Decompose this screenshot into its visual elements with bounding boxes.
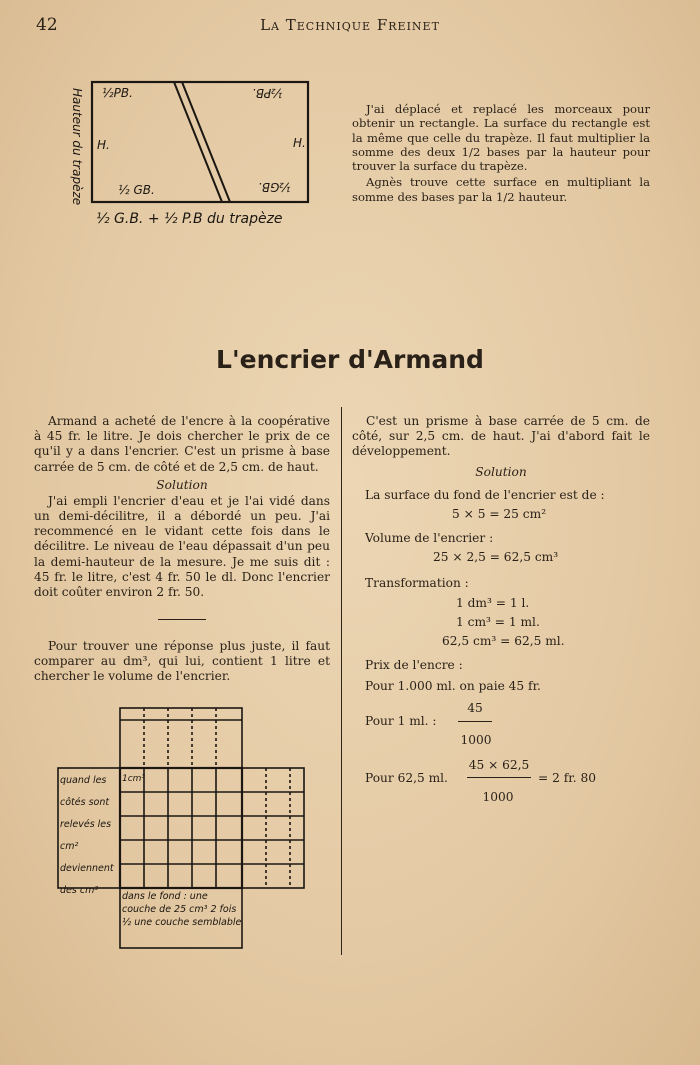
left-better-answer: Pour trouver une réponse plus juste, il faut comparer au dm³, qui lui, contient 1 litre et chercher le volume de l'encrier. <box>34 639 330 684</box>
column-divider <box>341 407 342 955</box>
price-label: Prix de l'encre : <box>365 658 463 672</box>
trapeze-label-bottom-right: ½GB. <box>258 180 291 194</box>
final-denominator: 1000 <box>482 790 514 804</box>
right-solution-heading: Solution <box>475 465 527 479</box>
volume-label: Volume de l'encrier : <box>365 531 494 545</box>
left-solution-heading: Solution <box>156 477 208 492</box>
transform-1: 1 dm³ = 1 l. <box>456 596 530 610</box>
transform-3: 62,5 cm³ = 62,5 ml. <box>442 634 565 648</box>
right-column-intro <box>352 414 650 460</box>
journal-title: La Technique Freinet <box>260 16 440 34</box>
transform-2: 1 cm³ = 1 ml. <box>456 615 540 629</box>
left-column <box>34 414 330 600</box>
left-better-answer-block <box>34 639 330 685</box>
surface-label: La surface du fond de l'encrier est de : <box>365 488 605 502</box>
trapeze-formula: ½ G.B. + ½ P.B du trapèze <box>96 211 283 227</box>
transform-label: Transformation : <box>365 576 469 590</box>
trapeze-diagram <box>60 72 330 262</box>
price-line: Pour 1.000 ml. on paie 45 fr. <box>365 679 541 693</box>
trapeze-label-bottom-left: ½ GB. <box>118 183 155 197</box>
final-result: = 2 fr. 80 <box>538 771 596 785</box>
trapeze-side-label: Hauteur du trapèze <box>70 88 84 206</box>
trapeze-paragraph-1: J'ai déplacé et replacé les morceaux pour obtenir un rectangle. La surface du rectangle est la même que celle du trapèze. Il faut multiplier la somme des deux 1/2 bases par la hauteur pour trouver la surface du trapèze. <box>352 102 650 174</box>
right-intro: C'est un prisme à base carrée de 5 cm. de côté, sur 2,5 cm. de haut. J'ai d'abord fait le développement. <box>352 414 650 459</box>
one-ml-fraction-bar <box>458 721 492 722</box>
one-ml-label: Pour 1 ml. : <box>365 714 437 728</box>
grid-left-note: quand les côtés sont relevés les cm² deviennent des cm³ <box>60 775 114 896</box>
left-solution-text: J'ai empli l'encrier d'eau et je l'ai vidé dans un demi-décilitre, il a débordé un peu. J'ai recommencé en le vidant cette fois dans le décilitre. Le niveau de l'eau dépassait d'un peu la demi-hauteur de la mesure. Je me suis dit : 45 fr. le litre, c'est 4 fr. 50 le dl. Donc l'encrier doit coûter environ 2 fr. 50. <box>34 493 330 600</box>
trapeze-label-top-left: ½PB. <box>102 86 133 100</box>
article-title: L'encrier d'Armand <box>216 345 484 374</box>
left-divider <box>158 619 206 620</box>
page-number: 42 <box>36 15 58 35</box>
volume-calc: 25 × 2,5 = 62,5 cm³ <box>433 550 559 564</box>
one-ml-denominator: 1000 <box>460 733 492 747</box>
grid-cell-label: 1cm³ <box>122 774 146 784</box>
final-label: Pour 62,5 ml. <box>365 771 448 785</box>
trapeze-label-h-left: H. <box>97 138 110 152</box>
final-fraction-bar <box>467 777 531 778</box>
trapeze-text <box>352 102 650 204</box>
trapeze-label-h-right: H. <box>293 136 306 150</box>
trapeze-label-top-right: ½PB. <box>252 86 283 100</box>
left-intro: Armand a acheté de l'encre à la coopérative à 45 fr. le litre. Je dois chercher le prix de ce qu'il y a dans l'encrier. C'est un prisme à base carrée de 5 cm. de côté et de 2,5 cm. de haut. <box>34 414 330 474</box>
surface-calc: 5 × 5 = 25 cm² <box>452 507 547 521</box>
trapeze-paragraph-2: Agnès trouve cette surface en multipliant la somme des bases par la 1/2 hauteur. <box>352 175 650 204</box>
one-ml-numerator: 45 <box>467 701 483 715</box>
grid-bottom-note: dans le fond : une couche de 25 cm³ 2 fois ½ une couche semblable <box>122 891 242 928</box>
final-numerator: 45 × 62,5 <box>468 758 530 772</box>
